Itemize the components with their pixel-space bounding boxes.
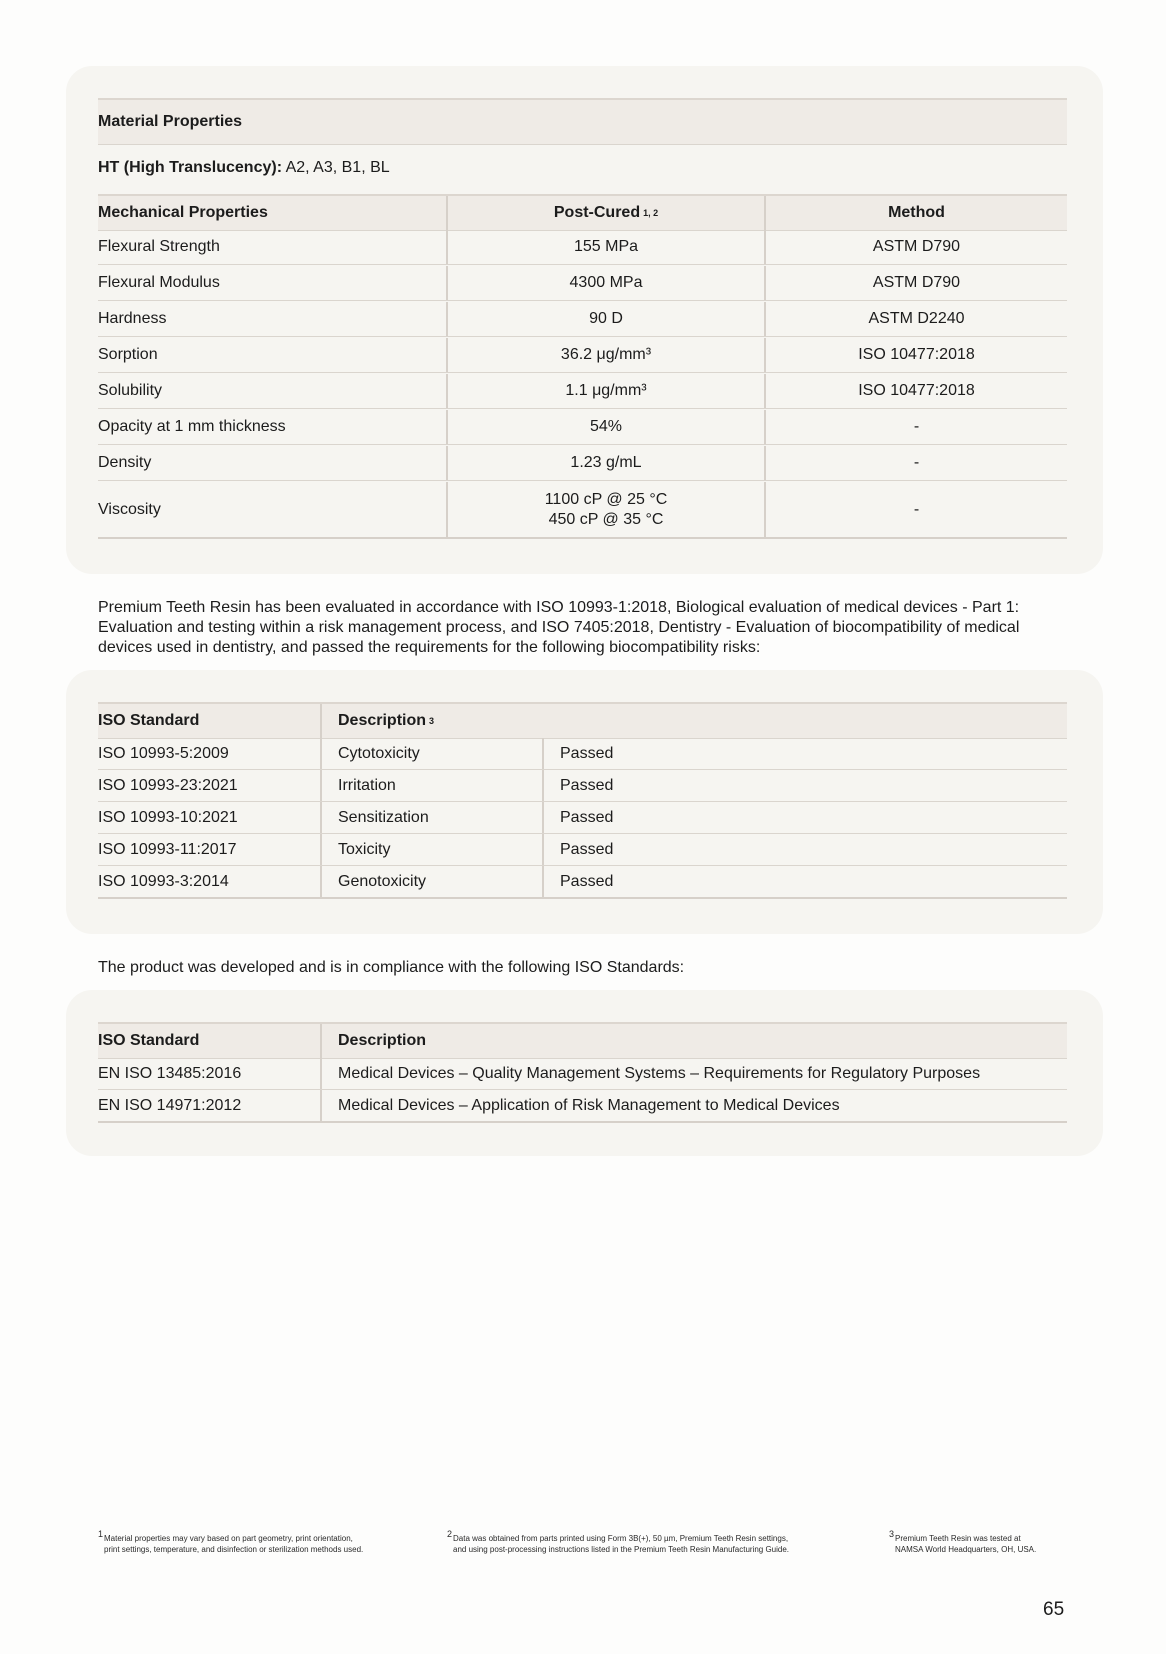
ht-values: A2, A3, B1, BL — [282, 159, 390, 176]
section-header — [98, 98, 1067, 145]
ht-label: HT (High Translucency): — [98, 159, 283, 176]
footnote-number: 2 — [447, 1529, 453, 1539]
footnote-2 — [447, 1529, 867, 1555]
compliance-intro: The product was developed and is in compliance with the following ISO Standards: — [98, 959, 685, 976]
header-description: Description 3 — [320, 704, 1067, 738]
footnote-number: 3 — [889, 1529, 895, 1539]
table-row: ISO 10993-11:2017 Toxicity Passed — [98, 834, 1067, 866]
material-properties-card — [66, 66, 1103, 574]
table-row: Viscosity 1100 cP @ 25 °C 450 cP @ 35 °C - — [98, 482, 1067, 539]
table-row: Opacity at 1 mm thickness 54% - — [98, 410, 1067, 445]
biocompatibility-intro: Premium Teeth Resin has been evaluated in accordance with ISO 10993-1:2018, Biological evaluation of medical devices - Part 1: Evaluation and testing within a risk management process, and ISO 7405:2018, Dentistry - Evaluation of biocompatibility of medical devices used in dentistry, and passed the requirements for the following biocompatibility risks: — [98, 599, 1020, 656]
table-row: Hardness 90 D ASTM D2240 — [98, 302, 1067, 337]
table-row: Sorption 36.2 μg/mm³ ISO 10477:2018 — [98, 338, 1067, 373]
footnote-text: Premium Teeth Resin was tested at NAMSA World Headquarters, OH, USA. — [895, 1534, 1037, 1554]
footnote-1 — [98, 1529, 428, 1555]
page-number: 65 — [1043, 1599, 1065, 1620]
header-iso-standard: ISO Standard — [98, 1032, 200, 1049]
header-mechanical-properties: Mechanical Properties — [98, 204, 268, 221]
table-header — [98, 1022, 1067, 1059]
footnote-text: Material properties may vary based on part geometry, print orientation, print settings, temperature, and disinfection or sterilization methods used. — [104, 1534, 364, 1554]
table-row: Density 1.23 g/mL - — [98, 446, 1067, 481]
table-row: EN ISO 13485:2016 Medical Devices – Quality Management Systems – Requirements for Regulatory Purposes — [98, 1058, 1067, 1090]
material-properties-table — [98, 98, 1067, 542]
table-row: ISO 10993-23:2021 Irritation Passed — [98, 770, 1067, 802]
section-title: Material Properties — [98, 113, 243, 130]
compliance-card — [66, 990, 1103, 1156]
header-iso-standard: ISO Standard — [98, 712, 200, 729]
table-row: Flexural Modulus 4300 MPa ASTM D790 — [98, 266, 1067, 301]
table-header — [98, 702, 1067, 739]
table-row: EN ISO 14971:2012 Medical Devices – Application of Risk Management to Medical Devices — [98, 1090, 1067, 1123]
header-post-cured: Post-Cured 1, 2 — [446, 196, 764, 230]
table-row: ISO 10993-10:2021 Sensitization Passed — [98, 802, 1067, 834]
table-row: ISO 10993-3:2014 Genotoxicity Passed — [98, 866, 1067, 899]
footnote-text: Data was obtained from parts printed using Form 3B(+), 50 µm, Premium Teeth Resin settings, and using post-processing instructions listed in the Premium Teeth Resin Manufacturing Guide. — [453, 1534, 790, 1554]
footnote-number: 1 — [98, 1529, 104, 1539]
table-row: Flexural Strength 155 MPa ASTM D790 — [98, 230, 1067, 265]
table-row: Solubility 1.1 μg/mm³ ISO 10477:2018 — [98, 374, 1067, 409]
biocompatibility-table — [98, 702, 1067, 902]
header-description: Description — [320, 1024, 1067, 1058]
table-header — [98, 194, 1067, 231]
biocompatibility-card — [66, 670, 1103, 934]
table-row: ISO 10993-5:2009 Cytotoxicity Passed — [98, 738, 1067, 770]
ht-line — [98, 146, 1067, 190]
footnote-3 — [889, 1529, 1089, 1555]
header-method: Method — [764, 196, 1067, 230]
compliance-table — [98, 1022, 1067, 1124]
